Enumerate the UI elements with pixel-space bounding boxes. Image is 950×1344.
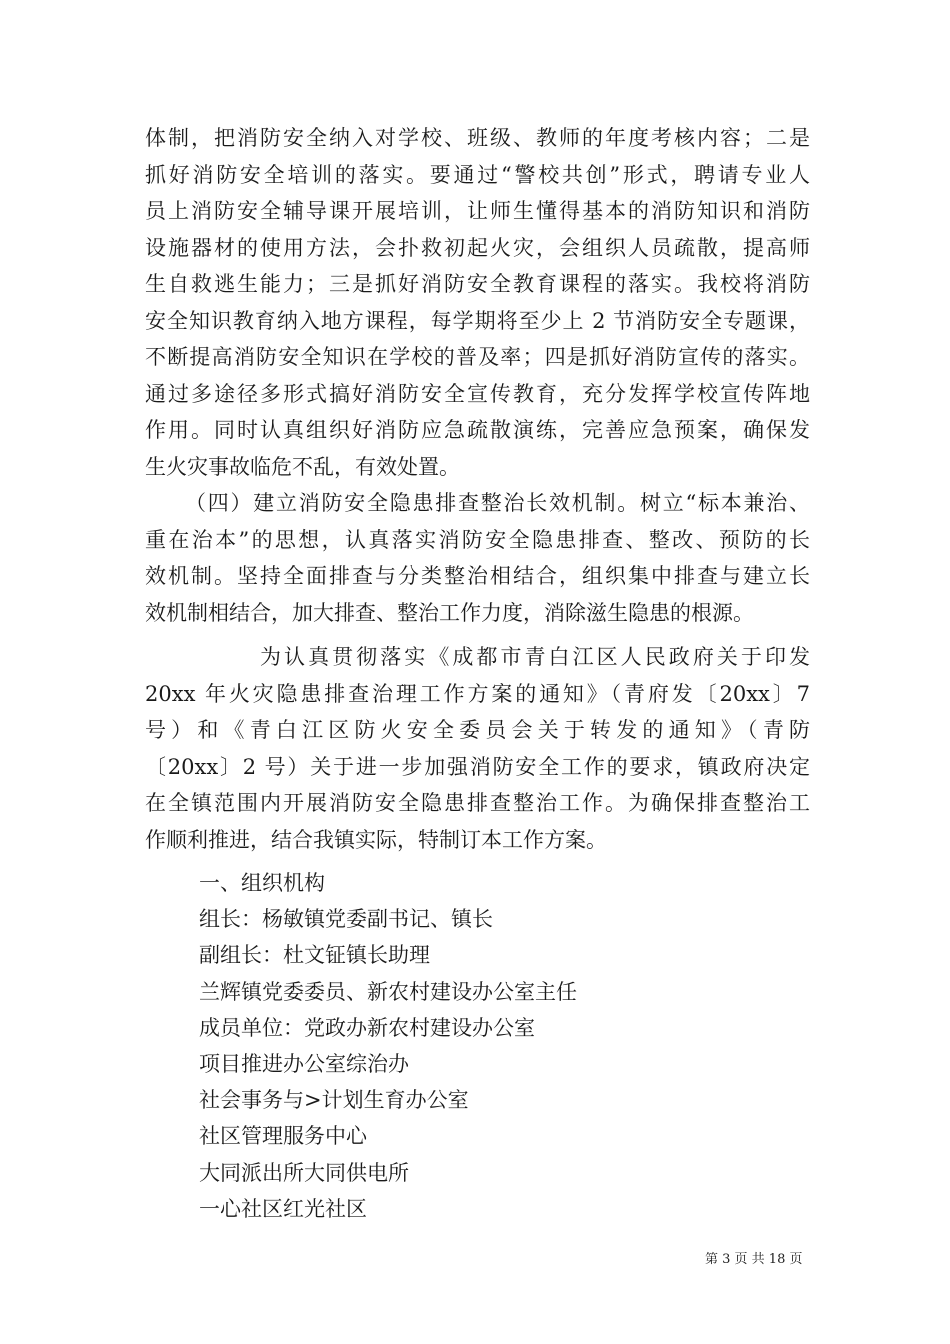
list-item: 一心社区红光社区 bbox=[199, 1196, 367, 1221]
paragraph-fire-safety-education bbox=[145, 120, 810, 485]
text-line: 为认真贯彻落实《成都市青白江区人民政府关于印发 bbox=[260, 645, 810, 669]
text-line: 作用。同时认真组织好消防应急疏散演练，完善应急预案，确保发 bbox=[145, 418, 810, 442]
list-item: 社区管理服务中心 bbox=[199, 1124, 367, 1149]
list-item: 副组长：杜文钲镇长助理 bbox=[199, 943, 430, 968]
list-item: 兰辉镇党委委员、新农村建设办公室主任 bbox=[199, 979, 577, 1004]
list-item: 大同派出所大同供电所 bbox=[199, 1160, 409, 1185]
text-line: 设施器材的使用方法，会扑救初起火灾，会组织人员疏散，提高师 bbox=[145, 235, 810, 260]
text-line: 〔20xx〕2 号）关于进一步加强消防安全工作的要求，镇政府决定 bbox=[145, 754, 810, 779]
list-item: 项目推进办公室综治办 bbox=[199, 1051, 409, 1076]
text-line: 员上消防安全辅导课开展培训，让师生懂得基本的消防知识和消防 bbox=[145, 199, 810, 223]
text-line: 重在治本”的思想，认真落实消防安全隐患排查、整改、预防的长 bbox=[145, 527, 810, 552]
text-line: 号）和《青白江区防火安全委员会关于转发的通知》（青防 bbox=[145, 718, 810, 742]
text-line: 效机制相结合，加大排查、整治工作力度，消除滋生隐患的根源。 bbox=[145, 600, 754, 625]
list-item: 组长：杨敏镇党委副书记、镇长 bbox=[199, 907, 493, 932]
text-line: 抓好消防安全培训的落实。要通过“警校共创”形式，聘请专业人 bbox=[145, 162, 810, 187]
paragraph-work-plan-intro bbox=[145, 639, 810, 858]
paragraph-long-term-mechanism bbox=[145, 485, 810, 631]
page-number: 第 3 页 共 18 页 bbox=[705, 1252, 803, 1267]
text-line: 安全知识教育纳入地方课程，每学期将至少上 2 节消防安全专题课， bbox=[145, 308, 810, 333]
text-line: 通过多途径多形式搞好消防安全宣传教育，充分发挥学校宣传阵地 bbox=[145, 381, 810, 406]
text-line: 效机制。坚持全面排查与分类整治相结合，组织集中排查与建立长 bbox=[145, 564, 810, 588]
text-line: 20xx 年火灾隐患排查治理工作方案的通知》（青府发〔20xx〕7 bbox=[145, 681, 810, 706]
list-item: 社会事务与>计划生育办公室 bbox=[199, 1088, 469, 1113]
organization-list bbox=[199, 865, 799, 1227]
list-item: 成员单位：党政办新农村建设办公室 bbox=[199, 1015, 535, 1040]
text-line: 作顺利推进，结合我镇实际，特制订本工作方案。 bbox=[145, 827, 607, 852]
text-line: 生自救逃生能力；三是抓好消防安全教育课程的落实。我校将消防 bbox=[145, 272, 810, 296]
text-line: 不断提高消防安全知识在学校的普及率；四是抓好消防宣传的落实。 bbox=[145, 345, 810, 369]
text-line: 在全镇范围内开展消防安全隐患排查整治工作。为确保排查整治工 bbox=[145, 791, 810, 815]
section-heading: 一、组织机构 bbox=[199, 871, 325, 895]
text-line: 体制，把消防安全纳入对学校、班级、教师的年度考核内容；二是 bbox=[145, 126, 810, 150]
text-line: 生火灾事故临危不乱，有效处置。 bbox=[145, 454, 460, 479]
text-line: （四）建立消防安全隐患排查整治长效机制。树立“标本兼治、 bbox=[185, 491, 810, 515]
